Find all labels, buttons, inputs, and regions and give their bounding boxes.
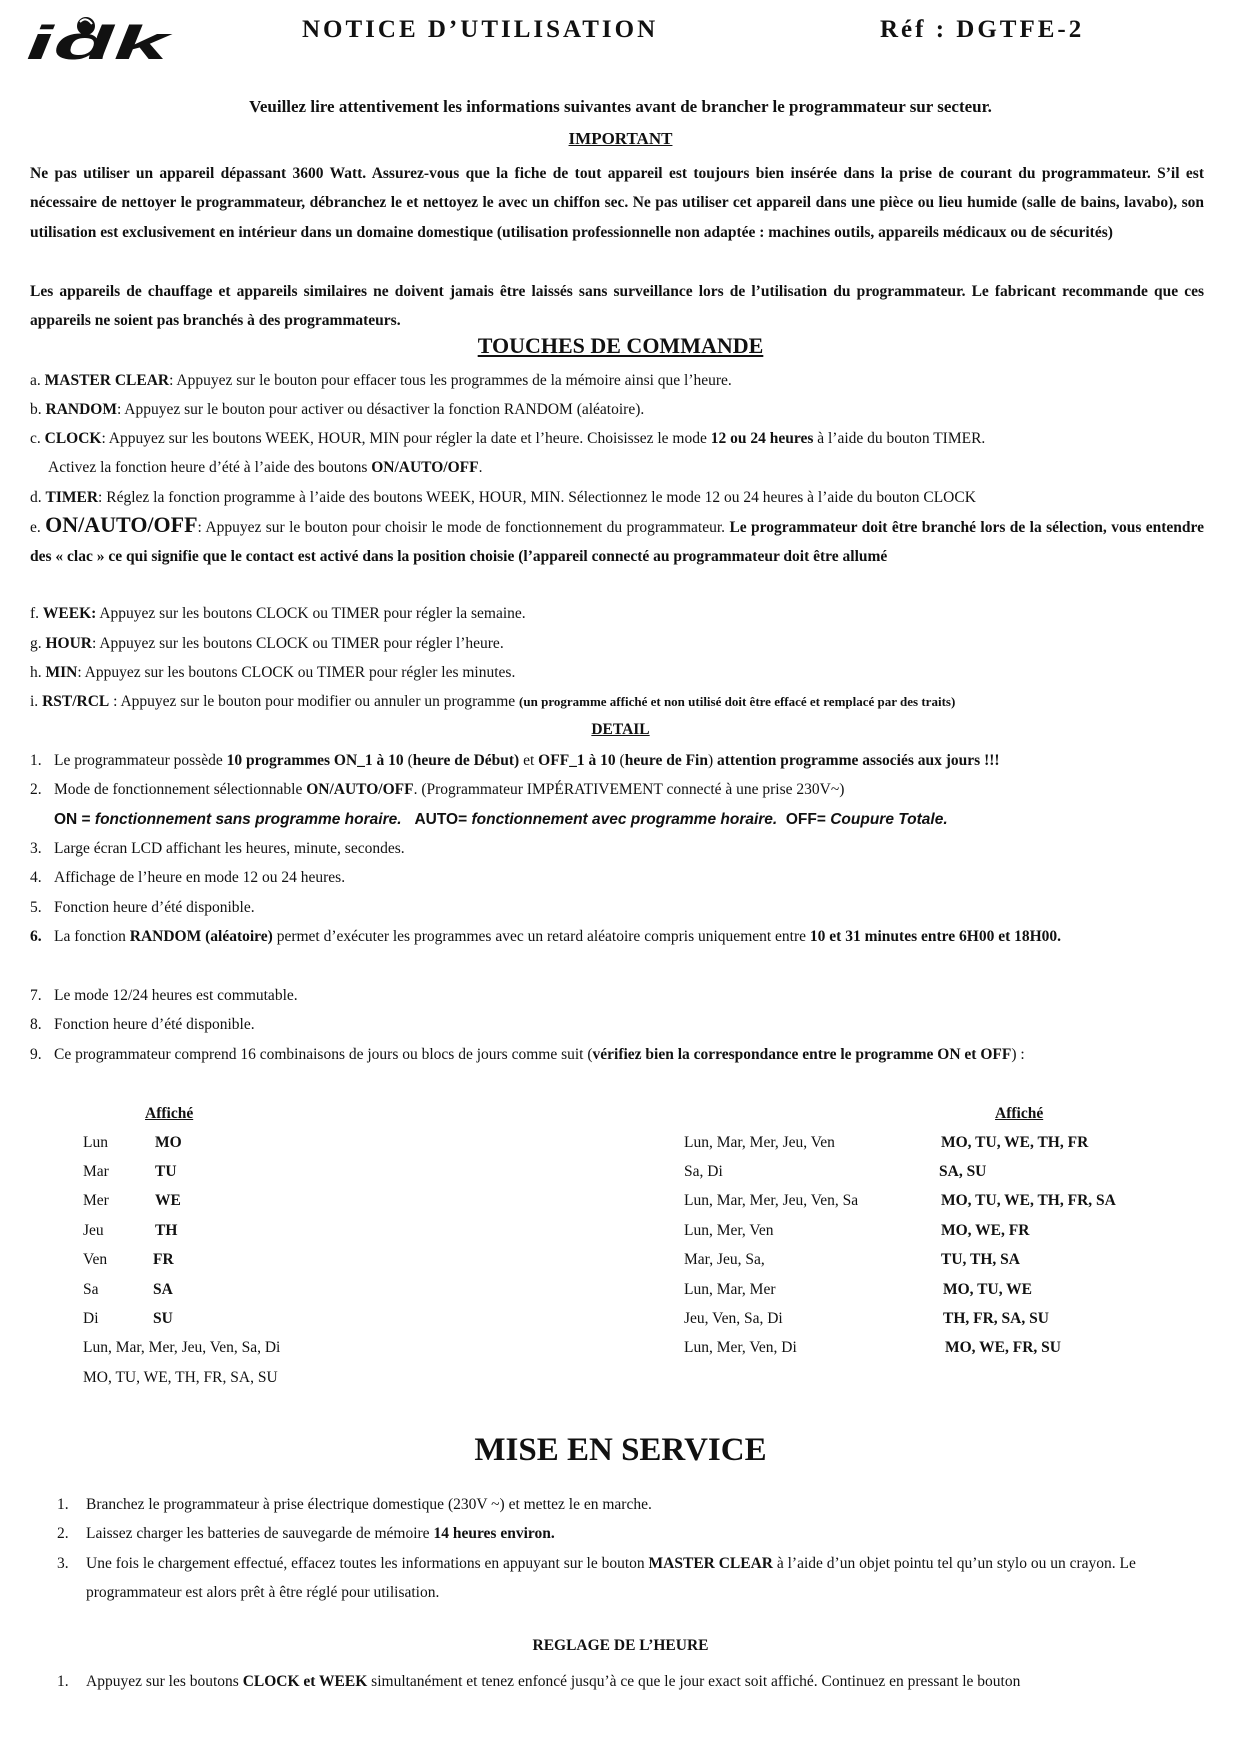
- brand-logo: [26, 14, 224, 94]
- days-table-right-header: Affiché: [995, 1105, 1044, 1122]
- touch-item-h: h. MIN: Appuyez sur les boutons CLOCK ou TIMER pour régler les minutes.: [30, 664, 516, 681]
- detail-item-8: 8. Fonction heure d’été disponible.: [30, 1016, 255, 1033]
- days-left-row: Lun MO: [83, 1134, 182, 1151]
- days-left-row-all-code: MO, TU, WE, TH, FR, SA, SU: [83, 1369, 278, 1386]
- days-right-row: Mar, Jeu, Sa, TU, TH, SA: [684, 1251, 1020, 1268]
- days-left-row-all-day: Lun, Mar, Mer, Jeu, Ven, Sa, Di: [83, 1339, 281, 1356]
- intro-text: Veuillez lire attentivement les informations suivantes avant de brancher le programmateur sur secteur.: [249, 97, 992, 116]
- reglage-steps: [57, 1667, 1192, 1696]
- days-right-row: Lun, Mer, Ven MO, WE, FR: [684, 1222, 1030, 1239]
- days-right-row: Lun, Mar, Mer, Jeu, Ven MO, TU, WE, TH, FR: [684, 1134, 1089, 1151]
- days-left-row: Jeu TH: [83, 1222, 178, 1239]
- important-paragraph-2: Les appareils de chauffage et appareils similaires ne doivent jamais être laissés sans surveillance lors de l’utilisation du programmateur. Le fabricant recommande que ces appareils ne soient pas branchés à des programmateurs.: [30, 283, 1204, 330]
- touch-item-g: g. HOUR: Appuyez sur les boutons CLOCK ou TIMER pour régler l’heure.: [30, 635, 504, 652]
- detail-item-7: 7. Le mode 12/24 heures est commutable.: [30, 987, 298, 1004]
- detail-item-2: 2. Mode de fonctionnement sélectionnable ON/AUTO/OFF. (Programmateur IMPÉRATIVEMENT connecté à une prise 230V~): [30, 781, 845, 798]
- touch-item-c-continued: Activez la fonction heure d’été à l’aide des boutons ON/AUTO/OFF.: [48, 459, 483, 476]
- touch-item-f: f. WEEK: Appuyez sur les boutons CLOCK ou TIMER pour régler la semaine.: [30, 605, 526, 622]
- days-right-row: Lun, Mar, Mer, Jeu, Ven, Sa MO, TU, WE, TH, FR, SA: [684, 1192, 1116, 1209]
- detail-item-1: 1. Le programmateur possède 10 programmes ON_1 à 10 (heure de Début) et OFF_1 à 10 (heure de Fin) attention programme associés aux jours !!!: [30, 752, 1000, 769]
- document-title: NOTICE D’UTILISATION: [302, 16, 659, 43]
- days-right-row: Lun, Mer, Ven, Di MO, WE, FR, SU: [684, 1339, 1061, 1356]
- reglage-step-1: 1. Appuyez sur les boutons CLOCK et WEEK simultanément et tenez enfoncé jusqu’à ce que le jour exact soit affiché. Continuez en pressant le bouton: [57, 1673, 1021, 1690]
- detail-item-3: 3. Large écran LCD affichant les heures, minute, secondes.: [30, 840, 405, 857]
- mise-step-1: 1. Branchez le programmateur à prise électrique domestique (230V ~) et mettez le en marche.: [57, 1496, 652, 1513]
- days-left-row: Mar TU: [83, 1163, 177, 1180]
- touches-heading: TOUCHES DE COMMANDE: [477, 333, 764, 358]
- days-right-row: Lun, Mar, Mer MO, TU, WE: [684, 1281, 1032, 1298]
- touch-item-e: e. ON/AUTO/OFF: Appuyez sur le bouton pour choisir le mode de fonctionnement du programmateur. Le programmateur doit être branché lors de la sélection, vous entendre des « clac » ce qui signifie que le contact est activé dans la position choisie (l’appareil connecté au programmateur doit être allumé: [30, 512, 1205, 566]
- detail-heading: DETAIL: [591, 721, 650, 738]
- logo-graphic: [26, 14, 224, 94]
- days-left-row: Ven FR: [83, 1251, 174, 1268]
- logo-text: idk: [26, 16, 169, 70]
- reglage-heading: REGLAGE DE L’HEURE: [532, 1637, 709, 1654]
- detail-item-5: 5. Fonction heure d’été disponible.: [30, 899, 255, 916]
- touch-item-c: c. CLOCK: Appuyez sur les boutons WEEK, HOUR, MIN pour régler la date et l’heure. Choisissez le mode 12 ou 24 heures à l’aide du bouton TIMER.: [30, 430, 986, 447]
- days-left-row: Di SU: [83, 1310, 173, 1327]
- detail-item-4: 4. Affichage de l’heure en mode 12 ou 24 heures.: [30, 869, 346, 886]
- days-left-row: Sa SA: [83, 1281, 173, 1298]
- important-heading: IMPORTANT: [568, 129, 673, 148]
- touch-item-b: b. RANDOM: Appuyez sur le bouton pour activer ou désactiver la fonction RANDOM (aléatoire).: [30, 401, 645, 418]
- document-reference: Réf : DGTFE-2: [880, 16, 1085, 43]
- days-table-left-header: Affiché: [145, 1105, 194, 1122]
- important-paragraph-1: Ne pas utiliser un appareil dépassant 3600 Watt. Assurez-vous que la fiche de tout appareil est toujours bien insérée dans la prise de courant du programmateur. S’il est nécessaire de nettoyer le programmateur, débranchez le et nettoyez le avec un chiffon sec. Ne pas utiliser cet appareil dans une pièce ou lieu humide (salle de bains, lavabo), son utilisation est exclusivement en intérieur dans un domaine domestique (utilisation professionnelle non adaptée : machines outils, appareils médicaux ou de sécurités): [30, 165, 1204, 241]
- days-left-row: Mer WE: [83, 1192, 181, 1209]
- detail-item-9: 9. Ce programmateur comprend 16 combinaisons de jours ou blocs de jours comme suit (vérifiez bien la correspondance entre le programme ON et OFF) :: [30, 1046, 1025, 1063]
- detail-item-2-modes: ON = fonctionnement sans programme horaire. AUTO= fonctionnement avec programme horaire. OFF= Coupure Totale.: [54, 811, 948, 828]
- mise-step-2: 2. Laissez charger les batteries de sauvegarde de mémoire 14 heures environ.: [57, 1525, 555, 1543]
- touch-item-i: i. RST/RCL : Appuyez sur le bouton pour modifier ou annuler un programme (un programme affiché et non utilisé doit être effacé et remplacé par des traits): [30, 693, 956, 710]
- mise-steps: [57, 1490, 1192, 1608]
- touch-item-d: d. TIMER: Réglez la fonction programme à l’aide des boutons WEEK, HOUR, MIN. Sélectionnez le mode 12 ou 24 heures à l’aide du bouton CLOCK: [30, 489, 976, 506]
- days-right-row: Jeu, Ven, Sa, Di TH, FR, SA, SU: [684, 1310, 1049, 1327]
- mise-step-3: 3. Une fois le chargement effectué, effacez toutes les informations en appuyant sur le bouton MASTER CLEAR à l’aide d’un objet pointu tel qu’un stylo ou un crayon. Le programmateur est alors prêt à être réglé pour utilisation.: [57, 1554, 1136, 1602]
- touch-item-a: a. MASTER CLEAR: Appuyez sur le bouton pour effacer tous les programmes de la mémoire ainsi que l’heure.: [30, 372, 732, 389]
- days-right-row: Sa, Di SA, SU: [684, 1163, 987, 1180]
- detail-item-6: 6. La fonction RANDOM (aléatoire) permet d’exécuter les programmes avec un retard aléatoire compris uniquement entre 10 et 31 minutes entre 6H00 et 18H00.: [30, 928, 1062, 945]
- mise-en-service-heading: MISE EN SERVICE: [474, 1432, 767, 1468]
